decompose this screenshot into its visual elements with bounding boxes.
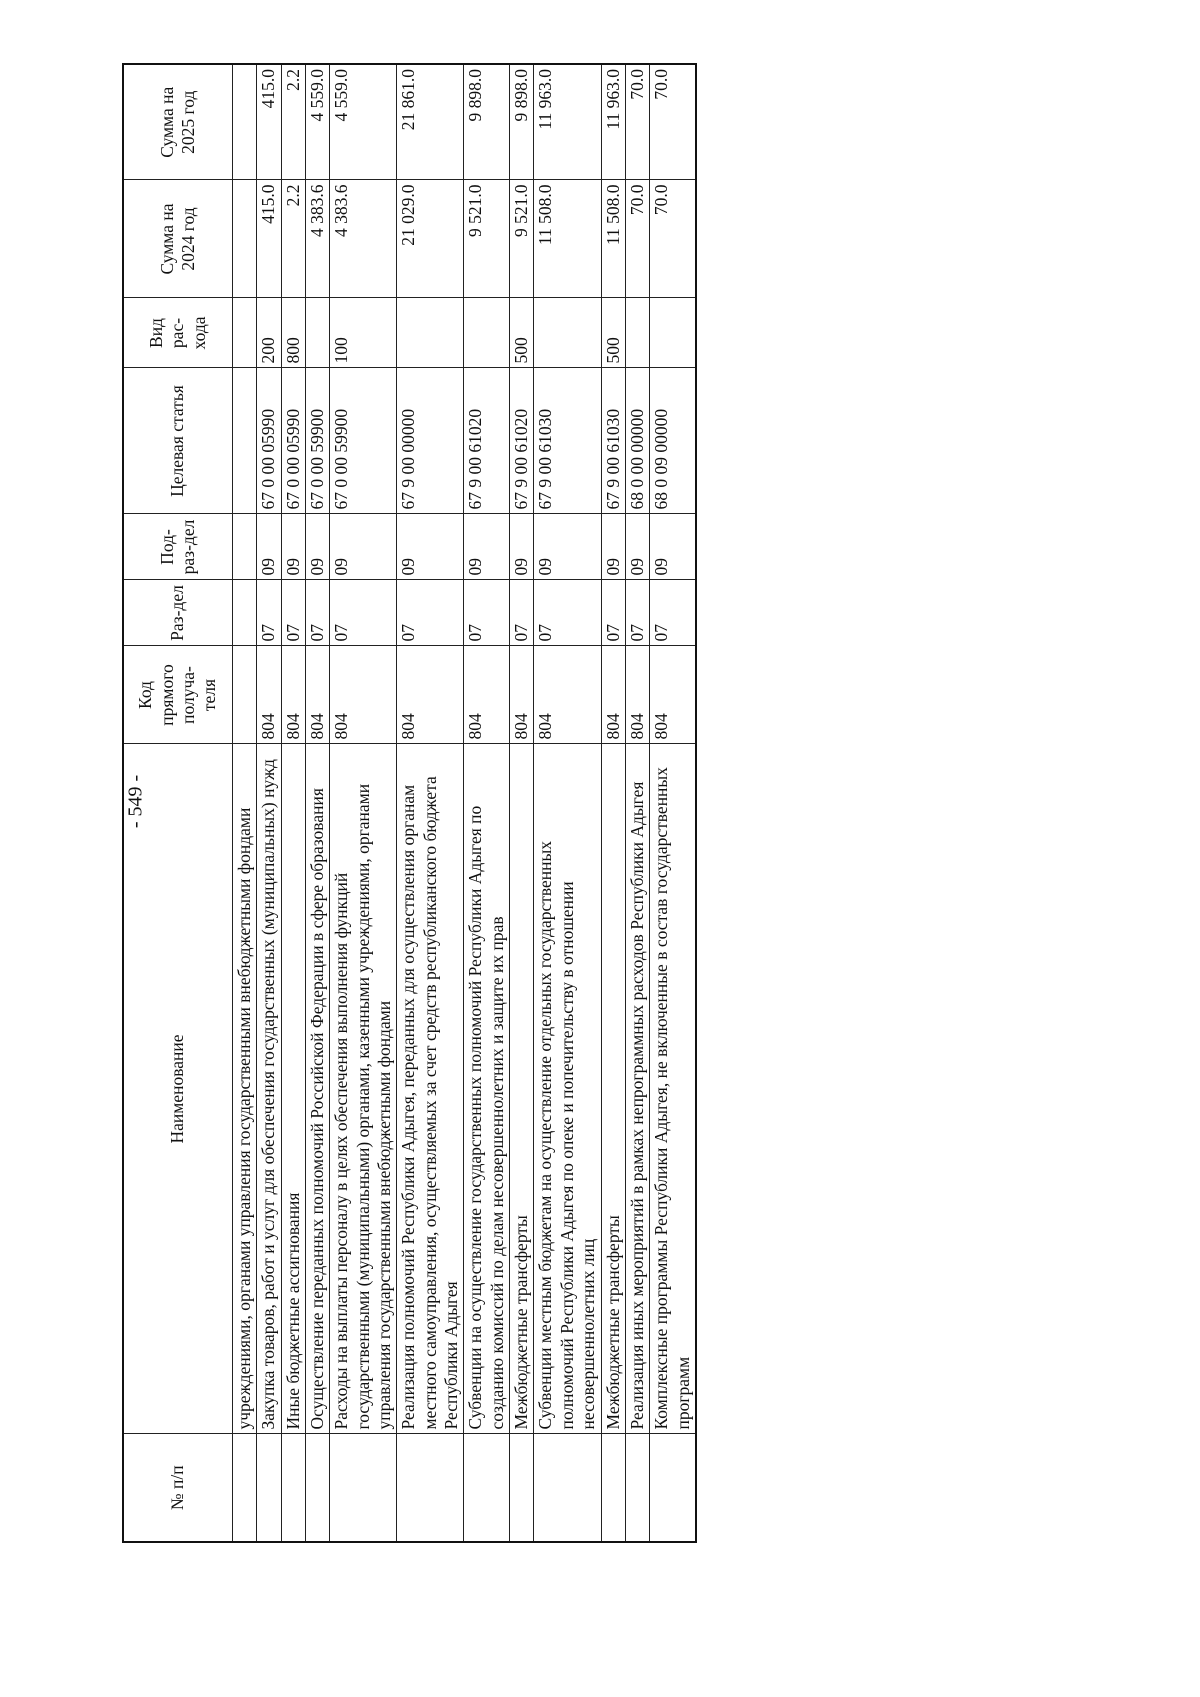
cell-sum2025: 2.2 [281,64,305,180]
cell-sum2025: 70.0 [650,64,696,180]
cell-podrazdel: 09 [306,514,330,580]
cell-sum2025: 11 963.0 [534,64,601,180]
cell-vid: 100 [330,298,397,368]
cell-razdel: 07 [534,580,601,646]
cell-razdel: 07 [601,580,625,646]
table-row [257,64,281,1542]
cell-vid: 200 [257,298,281,368]
header-razdel: Раз-дел [123,580,233,646]
cell-vid [650,298,696,368]
cell-vid [534,298,601,368]
table-body [233,64,696,1542]
cell-article: 67 9 00 61020 [510,368,534,514]
cell-sum2024: 11 508.0 [601,180,625,298]
cell-podrazdel: 09 [625,514,649,580]
cell-vid: 800 [281,298,305,368]
cell-name: Иные бюджетные ассигнования [281,744,305,1434]
cell-article: 67 0 00 59900 [330,368,397,514]
cell-podrazdel: 09 [464,514,510,580]
cell-sum2024: 2.2 [281,180,305,298]
cell-razdel: 07 [330,580,397,646]
cell-article: 67 9 00 00000 [397,368,464,514]
cell-sum2024: 11 508.0 [534,180,601,298]
cell-vid: 500 [510,298,534,368]
cell-podrazdel: 09 [397,514,464,580]
cell-no [306,1434,330,1542]
cell-no [281,1434,305,1542]
cell-no [650,1434,696,1542]
cell-no [330,1434,397,1542]
cell-article: 67 9 00 61020 [464,368,510,514]
cell-name: Осуществление переданных полномочий Российской Федерации в сфере образования [306,744,330,1434]
cell-code: 804 [257,646,281,744]
cell-sum2024: 9 521.0 [464,180,510,298]
cell-code: 804 [625,646,649,744]
table-row [397,64,464,1542]
cell-code: 804 [306,646,330,744]
cell-no [397,1434,464,1542]
cell-podrazdel: 09 [510,514,534,580]
cell-sum2024: 70.0 [625,180,649,298]
cell-vid [625,298,649,368]
cell-razdel: 07 [397,580,464,646]
cell-podrazdel: 09 [650,514,696,580]
table-row [281,64,305,1542]
table-row [601,64,625,1542]
cell-code: 804 [601,646,625,744]
cell-article: 67 0 00 05990 [257,368,281,514]
cell-vid: 500 [601,298,625,368]
table-row [625,64,649,1542]
cell-no [601,1434,625,1542]
cell-sum2025: 9 898.0 [510,64,534,180]
cell-code: 804 [464,646,510,744]
table-row [464,64,510,1542]
cell-code: 804 [397,646,464,744]
header-podrazdel: Под-раз-дел [123,514,233,580]
cell-sum2025: 70.0 [625,64,649,180]
header-sum2024: Сумма на 2024 год [123,180,233,298]
cell-name: Комплексные программы Республики Адыгея, не включенные в состав государственных программ [650,744,696,1434]
cell-name: Закупка товаров, работ и услуг для обеспечения государственных (муниципальных) нужд [257,744,281,1434]
cell-sum2024: 70.0 [650,180,696,298]
cell-article: 67 9 00 61030 [601,368,625,514]
cell-article: 68 0 09 00000 [650,368,696,514]
table-row [330,64,397,1542]
cell-article: 67 0 00 59900 [306,368,330,514]
budget-table [122,63,697,1543]
cell-name: Субвенции на осуществление государственных полномочий Республики Адыгея по созданию комиссий по делам несовершеннолетних и защите их прав [464,744,510,1434]
cell-code: 804 [650,646,696,744]
cell-no [257,1434,281,1542]
table-row [510,64,534,1542]
cell-code: 804 [534,646,601,744]
page-number: - 549 - [124,774,147,829]
cell-no [464,1434,510,1542]
cell-sum2024: 21 029.0 [397,180,464,298]
header-no: № п/п [123,1434,233,1542]
cell-sum2024: 415.0 [257,180,281,298]
cell-code [233,646,257,744]
cell-razdel: 07 [306,580,330,646]
cell-sum2025: 11 963.0 [601,64,625,180]
header-vid: Вид рас-хода [123,298,233,368]
cell-razdel: 07 [650,580,696,646]
cell-sum2024: 4 383.6 [306,180,330,298]
cell-name: Расходы на выплаты персоналу в целях обеспечения выполнения функций государственными (муниципальными) органами, казенными учреждениями, органами управления государственными внебюджетными фондами [330,744,397,1434]
cell-vid [397,298,464,368]
cell-vid [233,298,257,368]
table-row [233,64,257,1542]
header-article: Целевая статья [123,368,233,514]
cell-article: 68 0 00 00000 [625,368,649,514]
cell-podrazdel: 09 [534,514,601,580]
cell-vid [306,298,330,368]
cell-name: Реализация полномочий Республики Адыгея, переданных для осуществления органам местного самоуправления, осуществляемых за счет средств республиканского бюджета Республики Адыгея [397,744,464,1434]
cell-no [534,1434,601,1542]
cell-sum2024: 9 521.0 [510,180,534,298]
cell-code: 804 [281,646,305,744]
cell-no [625,1434,649,1542]
cell-name: учреждениями, органами управления государственными внебюджетными фондами [233,744,257,1434]
cell-razdel: 07 [625,580,649,646]
cell-sum2025: 415.0 [257,64,281,180]
cell-name: Межбюджетные трансферты [601,744,625,1434]
cell-no [510,1434,534,1542]
rotated-table-wrapper [122,63,697,1543]
table-header-row [123,64,233,1542]
cell-name: Субвенции местным бюджетам на осуществление отдельных государственных полномочий Республики Адыгея по опеке и попечительству в отношении несовершеннолетних лиц [534,744,601,1434]
cell-code: 804 [330,646,397,744]
cell-article [233,368,257,514]
cell-name: Реализация иных мероприятий в рамках непрограммных расходов Республики Адыгея [625,744,649,1434]
cell-razdel: 07 [464,580,510,646]
cell-razdel: 07 [510,580,534,646]
cell-name: Межбюджетные трансферты [510,744,534,1434]
cell-sum2025 [233,64,257,180]
cell-razdel: 07 [257,580,281,646]
cell-sum2025: 4 559.0 [330,64,397,180]
cell-sum2024: 4 383.6 [330,180,397,298]
table-row [306,64,330,1542]
cell-podrazdel [233,514,257,580]
cell-article: 67 0 00 05990 [281,368,305,514]
cell-razdel: 07 [281,580,305,646]
cell-razdel [233,580,257,646]
cell-podrazdel: 09 [281,514,305,580]
table-row [650,64,696,1542]
header-name: Наименование [123,744,233,1434]
header-code: Код прямого получа-теля [123,646,233,744]
cell-sum2025: 4 559.0 [306,64,330,180]
table-row [534,64,601,1542]
header-sum2025: Сумма на 2025 год [123,64,233,180]
cell-code: 804 [510,646,534,744]
cell-article: 67 9 00 61030 [534,368,601,514]
cell-vid [464,298,510,368]
cell-podrazdel: 09 [330,514,397,580]
cell-sum2025: 9 898.0 [464,64,510,180]
cell-sum2025: 21 861.0 [397,64,464,180]
cell-sum2024 [233,180,257,298]
cell-no [233,1434,257,1542]
cell-podrazdel: 09 [601,514,625,580]
cell-podrazdel: 09 [257,514,281,580]
